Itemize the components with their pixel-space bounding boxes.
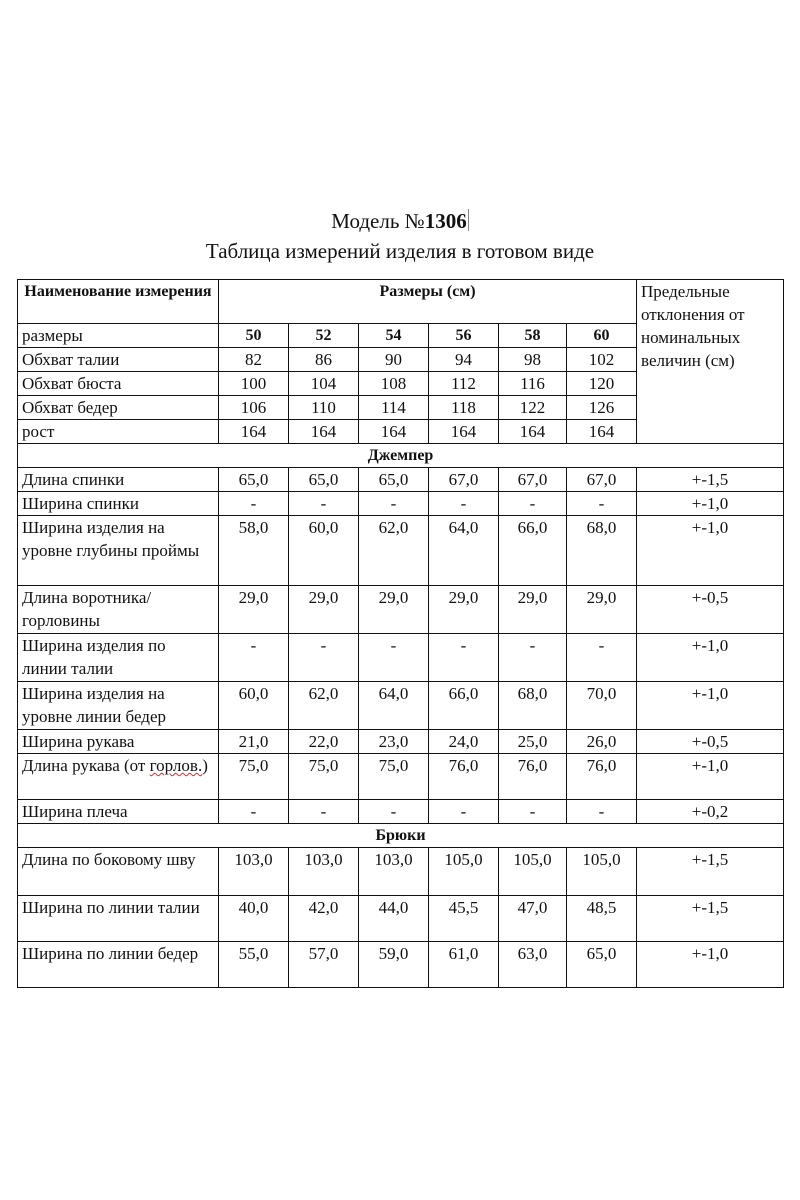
tolerance-value: +-1,0	[637, 754, 784, 800]
cell-value: 62,0	[359, 516, 429, 586]
cell-value: 65,0	[289, 468, 359, 492]
cell-value: -	[289, 800, 359, 824]
cell-value: 75,0	[359, 754, 429, 800]
cell-value: 48,5	[567, 896, 637, 942]
tolerance-value: +-1,0	[637, 942, 784, 988]
row-label: Длина спинки	[18, 468, 219, 492]
jumper-row	[18, 586, 784, 634]
cell-value: 21,0	[219, 730, 289, 754]
cell-value: 76,0	[499, 754, 567, 800]
jumper-row	[18, 682, 784, 730]
cell-value: 66,0	[499, 516, 567, 586]
cell-value: 66,0	[429, 682, 499, 730]
cell-value: -	[567, 634, 637, 682]
cell-value: 164	[429, 420, 499, 444]
section-header-trousers	[18, 824, 784, 848]
size-value: 50	[219, 324, 289, 348]
row-label: Ширина рукава	[18, 730, 219, 754]
cell-value: 29,0	[567, 586, 637, 634]
title-block	[0, 206, 800, 266]
header-row	[18, 280, 784, 324]
row-label: размеры	[18, 324, 219, 348]
cell-value: 45,5	[429, 896, 499, 942]
cell-value: 164	[219, 420, 289, 444]
trousers-row	[18, 848, 784, 896]
cell-value: 103,0	[359, 848, 429, 896]
cell-value: 164	[499, 420, 567, 444]
cell-value: 67,0	[499, 468, 567, 492]
header-tolerance-cell: Предельные отклонения от номинальных величин (см)	[637, 280, 784, 444]
cell-value: 29,0	[499, 586, 567, 634]
tolerance-value: +-1,5	[637, 468, 784, 492]
cell-value: 114	[359, 396, 429, 420]
cell-value: 29,0	[359, 586, 429, 634]
model-title	[0, 206, 800, 236]
cell-value: 57,0	[289, 942, 359, 988]
cell-value: 105,0	[429, 848, 499, 896]
cell-value: 55,0	[219, 942, 289, 988]
cell-value: -	[567, 492, 637, 516]
cell-value: 103,0	[289, 848, 359, 896]
header-name-cell: Наименование измерения	[18, 280, 219, 324]
cell-value: 29,0	[289, 586, 359, 634]
cell-value: -	[219, 800, 289, 824]
cell-value: 60,0	[289, 516, 359, 586]
size-value: 56	[429, 324, 499, 348]
cell-value: 76,0	[567, 754, 637, 800]
cell-value: 94	[429, 348, 499, 372]
cell-value: 116	[499, 372, 567, 396]
cell-value: 47,0	[499, 896, 567, 942]
jumper-row	[18, 730, 784, 754]
cell-value: 70,0	[567, 682, 637, 730]
cell-value: 126	[567, 396, 637, 420]
cell-value: 65,0	[219, 468, 289, 492]
row-label-part: горлов.	[149, 756, 203, 775]
cell-value: 164	[289, 420, 359, 444]
cell-value: 29,0	[219, 586, 289, 634]
jumper-row	[18, 800, 784, 824]
row-label	[18, 754, 219, 800]
row-label: Ширина изделия на уровне линии бедер	[18, 682, 219, 730]
cell-value: 75,0	[289, 754, 359, 800]
cell-value: -	[359, 492, 429, 516]
model-prefix: Модель №	[331, 209, 425, 233]
cell-value: 63,0	[499, 942, 567, 988]
cell-value: 68,0	[499, 682, 567, 730]
cell-value: -	[567, 800, 637, 824]
cell-value: 68,0	[567, 516, 637, 586]
tolerance-value: +-1,0	[637, 492, 784, 516]
cell-value: 82	[219, 348, 289, 372]
size-value: 52	[289, 324, 359, 348]
section-header-jumper	[18, 444, 784, 468]
tolerance-value: +-1,0	[637, 516, 784, 586]
size-value: 54	[359, 324, 429, 348]
cell-value: -	[429, 800, 499, 824]
cell-value: 58,0	[219, 516, 289, 586]
cell-value: 64,0	[359, 682, 429, 730]
cell-value: 25,0	[499, 730, 567, 754]
trousers-row	[18, 896, 784, 942]
row-label: Ширина спинки	[18, 492, 219, 516]
jumper-row	[18, 754, 784, 800]
row-label: рост	[18, 420, 219, 444]
cell-value: 64,0	[429, 516, 499, 586]
cell-value: 23,0	[359, 730, 429, 754]
cell-value: -	[219, 634, 289, 682]
measurement-table	[17, 279, 784, 988]
cell-value: 90	[359, 348, 429, 372]
tolerance-value: +-0,5	[637, 730, 784, 754]
tolerance-value: +-1,0	[637, 682, 784, 730]
cell-value: 75,0	[219, 754, 289, 800]
cell-value: 62,0	[289, 682, 359, 730]
cell-value: 44,0	[359, 896, 429, 942]
row-label: Ширина изделия по линии талии	[18, 634, 219, 682]
cell-value: 118	[429, 396, 499, 420]
row-label: Обхват талии	[18, 348, 219, 372]
cell-value: 112	[429, 372, 499, 396]
cell-value: 100	[219, 372, 289, 396]
tolerance-value: +-0,2	[637, 800, 784, 824]
cell-value: 59,0	[359, 942, 429, 988]
cell-value: 42,0	[289, 896, 359, 942]
row-label: Длина воротника/горловины	[18, 586, 219, 634]
cell-value: 110	[289, 396, 359, 420]
cell-value: 60,0	[219, 682, 289, 730]
cell-value: 65,0	[567, 942, 637, 988]
row-label-part: Длина рукава (от	[22, 756, 150, 775]
cell-value: -	[429, 492, 499, 516]
cell-value: 164	[567, 420, 637, 444]
cell-value: 120	[567, 372, 637, 396]
cell-value: 24,0	[429, 730, 499, 754]
cell-value: 102	[567, 348, 637, 372]
cell-value: -	[289, 634, 359, 682]
cell-value: 67,0	[567, 468, 637, 492]
size-value: 58	[499, 324, 567, 348]
tolerance-value: +-0,5	[637, 586, 784, 634]
cell-value: -	[429, 634, 499, 682]
cell-value: -	[359, 800, 429, 824]
cell-value: 76,0	[429, 754, 499, 800]
cell-value: 98	[499, 348, 567, 372]
table-subtitle: Таблица измерений изделия в готовом виде	[205, 239, 595, 263]
row-label: Обхват бюста	[18, 372, 219, 396]
cell-value: 104	[289, 372, 359, 396]
tolerance-value: +-1,5	[637, 848, 784, 896]
cell-value: -	[499, 634, 567, 682]
size-value: 60	[567, 324, 637, 348]
cell-value: 67,0	[429, 468, 499, 492]
row-label: Ширина по линии талии	[18, 896, 219, 942]
cell-value: -	[359, 634, 429, 682]
trousers-row	[18, 942, 784, 988]
row-label: Ширина по линии бедер	[18, 942, 219, 988]
cell-value: 40,0	[219, 896, 289, 942]
cell-value: -	[499, 492, 567, 516]
cell-value: 65,0	[359, 468, 429, 492]
row-label-part: )	[202, 756, 208, 775]
cell-value: -	[219, 492, 289, 516]
row-label: Ширина плеча	[18, 800, 219, 824]
model-number: 1306	[424, 209, 467, 233]
text-cursor	[468, 209, 469, 231]
cell-value: 29,0	[429, 586, 499, 634]
tolerance-value: +-1,0	[637, 634, 784, 682]
cell-value: 164	[359, 420, 429, 444]
tolerance-value: +-1,5	[637, 896, 784, 942]
header-sizes-cell: Размеры (см)	[219, 280, 637, 324]
cell-value: 22,0	[289, 730, 359, 754]
jumper-row	[18, 516, 784, 586]
row-label: Обхват бедер	[18, 396, 219, 420]
cell-value: 105,0	[567, 848, 637, 896]
cell-value: -	[499, 800, 567, 824]
row-label: Ширина изделия на уровне глубины проймы	[18, 516, 219, 586]
cell-value: 105,0	[499, 848, 567, 896]
cell-value: 108	[359, 372, 429, 396]
row-label: Длина по боковому шву	[18, 848, 219, 896]
cell-value: 26,0	[567, 730, 637, 754]
section-title: Брюки	[18, 824, 784, 848]
jumper-row	[18, 468, 784, 492]
cell-value: 86	[289, 348, 359, 372]
jumper-row	[18, 492, 784, 516]
cell-value: 106	[219, 396, 289, 420]
jumper-row	[18, 634, 784, 682]
section-title: Джемпер	[18, 444, 784, 468]
cell-value: 103,0	[219, 848, 289, 896]
cell-value: 61,0	[429, 942, 499, 988]
cell-value: 122	[499, 396, 567, 420]
cell-value: -	[289, 492, 359, 516]
